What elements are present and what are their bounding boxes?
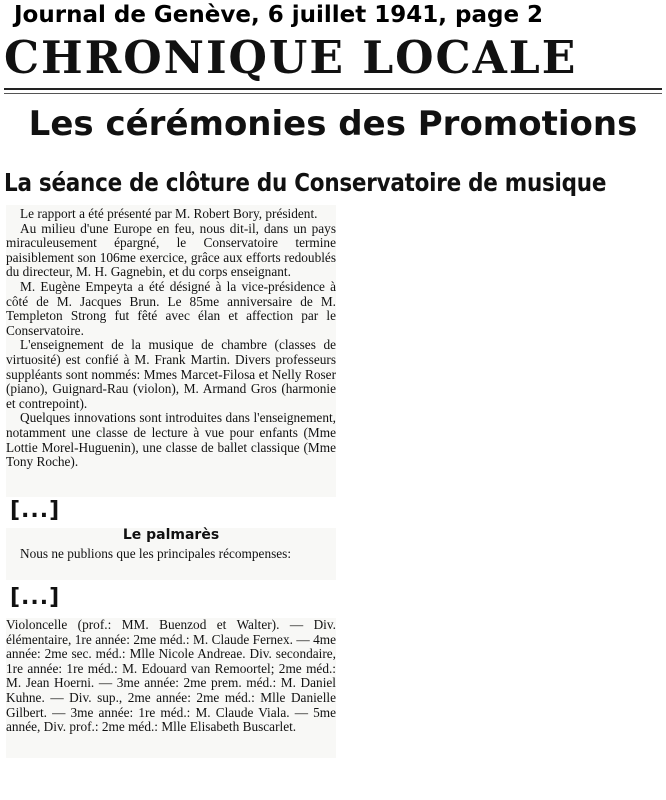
palmares-section [6, 528, 336, 580]
awards-list [6, 618, 336, 758]
article-headline: Les cérémonies des Promotions [28, 104, 638, 144]
masthead-rule [4, 88, 662, 90]
article-body [6, 205, 336, 497]
paragraph: Au milieu d'une Europe en feu, nous dit-il, dans un pays miraculeusement épargné, le Conservatoire termine paisiblement son 106me exercice, grâce aux efforts redoublés du directeur, M. H. Gagnebin, et du corps enseignant. [6, 220, 336, 280]
paragraph: L'enseignement de la musique de chambre (classes de virtuosité) est confié à M. Frank Martin. Divers professeurs suppléants sont nommés: Mmes Marcet-Filosa et Nelly Roser (piano), Guignard-Rau (violon), M. Armand Gros (harmonie et contrepoint). [6, 337, 336, 411]
article-subheadline: La séance de clôture du Conservatoire de musique [4, 168, 607, 197]
section-masthead: CHRONIQUE LOCALE [4, 31, 578, 84]
paragraph: M. Eugène Empeyta a été désigné à la vice-présidence à côté de M. Jacques Brun. Le 85me anniversaire de M. Templeton Strong fut fêté avec élan et affection par le Conservatoire. [6, 278, 336, 338]
palmares-intro: Nous ne publions que les principales récompenses: [20, 545, 292, 561]
paragraph: Quelques innovations sont introduites dans l'enseignement, notamment une classe de lecture à vue pour enfants (Mme Lottie Morel-Huguenin), une classe de ballet classique (Mme Tony Roche). [6, 410, 336, 470]
paragraph: Le rapport a été présenté par M. Robert Bory, président. [20, 206, 318, 221]
omission-marker: [...] [10, 585, 61, 610]
awards-paragraph: Violoncelle (prof.: MM. Buenzod et Walter). — Div. élémentaire, 1re année: 2me méd.: M. Claude Fernex. — 4me année: 2me sec. méd.: Mlle Nicole Andreae. Div. secondaire, 1re année: 1re méd.: M. Edouard van Remoortel; 2me méd.: M. Jean Hoerni. — 3me année: 2me prem. méd.: M. Daniel Kuhne. — Div. sup., 2me année: 2me méd.: Mlle Danielle Gilbert. — 3me année: 1re méd.: M. Claude Viala. — 5me année, Div. prof.: 2me méd.: Mlle Elisabeth Buscarlet. [6, 617, 336, 735]
omission-marker: [...] [10, 498, 61, 523]
palmares-title: Le palmarès [122, 527, 220, 543]
masthead-rule-thin [4, 93, 662, 94]
source-caption: Journal de Genève, 6 juillet 1941, page 2 [14, 2, 544, 28]
